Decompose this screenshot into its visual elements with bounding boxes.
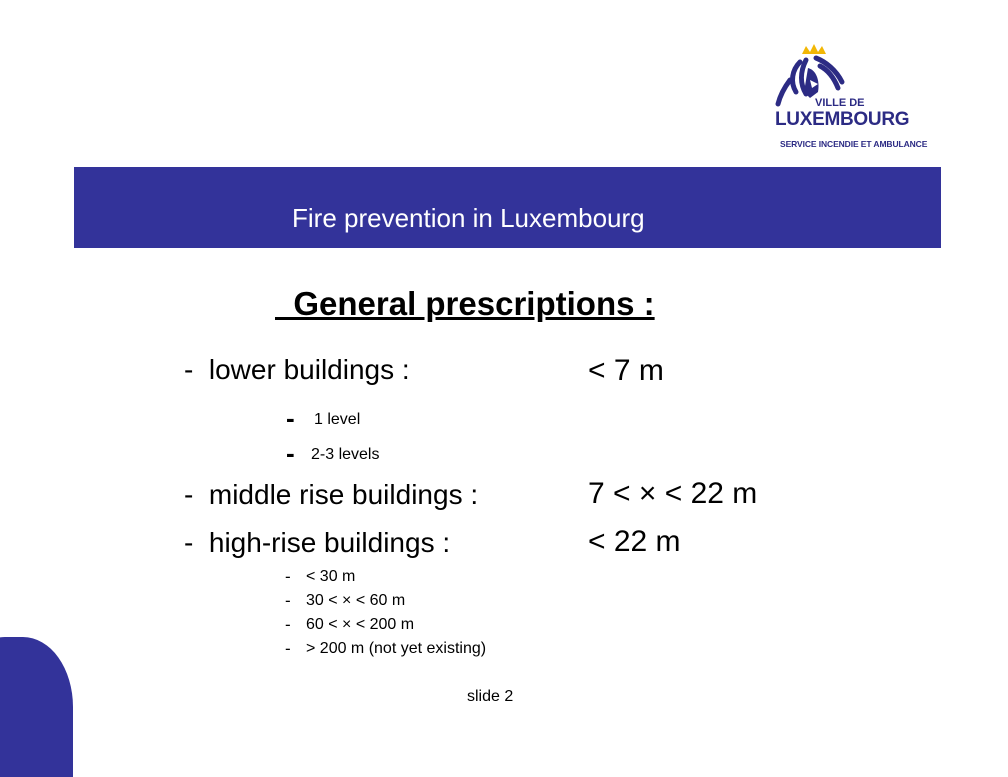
logo-luxembourg: LUXEMBOURG xyxy=(775,109,910,130)
header-band xyxy=(74,167,941,248)
logo-service-line: SERVICE INCENDIE ET AMBULANCE xyxy=(780,139,928,149)
row-lower-buildings-label: - lower buildings : xyxy=(184,354,410,385)
list-dash: - xyxy=(285,639,291,658)
row-lower-buildings-value: < 7 m xyxy=(588,354,664,387)
decorative-corner-shape xyxy=(0,637,73,777)
list-dash: - xyxy=(285,567,291,586)
row-middle-rise-value: 7 < × < 22 m xyxy=(588,477,758,510)
sub-item-2-3-levels: 2-3 levels xyxy=(311,446,380,463)
row-high-rise-label: - high-rise buildings : xyxy=(184,527,451,558)
logo-ville-de: VILLE DE xyxy=(815,97,865,109)
high-rise-item: > 200 m (not yet existing) xyxy=(306,640,487,657)
row-high-rise-value: < 22 m xyxy=(588,525,681,558)
sub-dash: - xyxy=(286,438,295,468)
list-dash: - xyxy=(285,591,291,610)
city-logo xyxy=(760,40,960,160)
section-heading: General prescriptions : xyxy=(275,285,655,322)
high-rise-item: 30 < × < 60 m xyxy=(306,592,406,609)
list-dash: - xyxy=(285,615,291,634)
sub-item-1-level: 1 level xyxy=(314,411,361,428)
slide-number: slide 2 xyxy=(467,688,514,705)
row-middle-rise-label: - middle rise buildings : xyxy=(184,479,479,510)
high-rise-item: 60 < × < 200 m xyxy=(306,616,415,633)
slide-title: Fire prevention in Luxembourg xyxy=(292,203,645,233)
high-rise-item: < 30 m xyxy=(306,568,356,585)
sub-dash: - xyxy=(286,403,295,433)
